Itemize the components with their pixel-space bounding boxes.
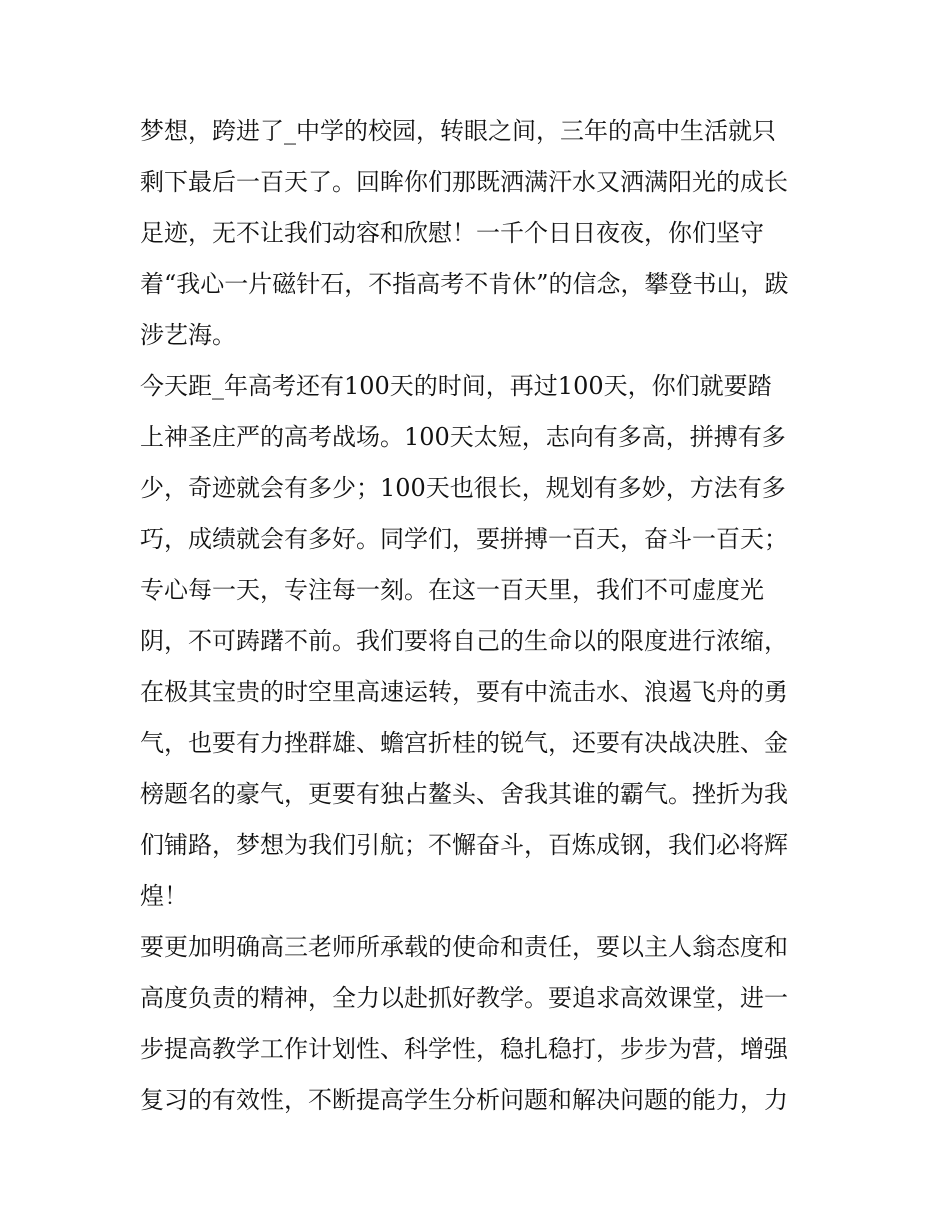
text-line: 要更加明确高三老师所承载的使命和责任，要以主人翁态度和 (140, 933, 788, 961)
text-line: 步提高教学工作计划性、科学性，稳扎稳打，步步为营，增强 (140, 1035, 788, 1063)
text-line: 梦想，跨进了_中学的校园，转眼之间，三年的高中生活就只 (140, 117, 776, 145)
text-line: 高度负责的精神，全力以赴抓好教学。要追求高效课堂，进一 (140, 984, 788, 1012)
text-line: 涉艺海。 (140, 321, 236, 349)
text-line: 复习的有效性，不断提高学生分析问题和解决问题的能力，力 (140, 1086, 788, 1114)
text-line: 榜题名的豪气，更要有独占鳌头、舍我其谁的霸气。挫折为我 (140, 780, 788, 808)
text-line: 剩下最后一百天了。回眸你们那既洒满汗水又洒满阳光的成长 (140, 168, 788, 196)
text-line: 巧，成绩就会有多好。同学们，要拼搏一百天，奋斗一百天； (140, 525, 788, 553)
text-line: 煌！ (140, 882, 188, 910)
text-line: 上神圣庄严的高考战场。100天太短，志向有多高，拼搏有多 (140, 423, 786, 451)
text-line: 着“我心一片磁针石，不指高考不肯休”的信念，攀登书山，跋 (140, 270, 789, 298)
text-line: 在极其宝贵的时空里高速运转，要有中流击水、浪遏飞舟的勇 (140, 678, 788, 706)
text-line: 足迹，无不让我们动容和欣慰！一千个日日夜夜，你们坚守 (140, 219, 764, 247)
text-line: 少，奇迹就会有多少；100天也很长，规划有多妙，方法有多 (140, 474, 786, 502)
text-line: 阴，不可踌躇不前。我们要将自己的生命以的限度进行浓缩， (140, 627, 788, 655)
document-body (140, 106, 820, 1126)
text-line: 气，也要有力挫群雄、蟾宫折桂的锐气，还要有决战决胜、金 (140, 729, 788, 757)
text-line: 专心每一天，专注每一刻。在这一百天里，我们不可虚度光 (140, 576, 764, 604)
text-line: 们铺路，梦想为我们引航；不懈奋斗，百炼成钢，我们必将辉 (140, 831, 788, 859)
text-line: 今天距_年高考还有100天的时间，再过100天，你们就要踏 (140, 372, 772, 400)
